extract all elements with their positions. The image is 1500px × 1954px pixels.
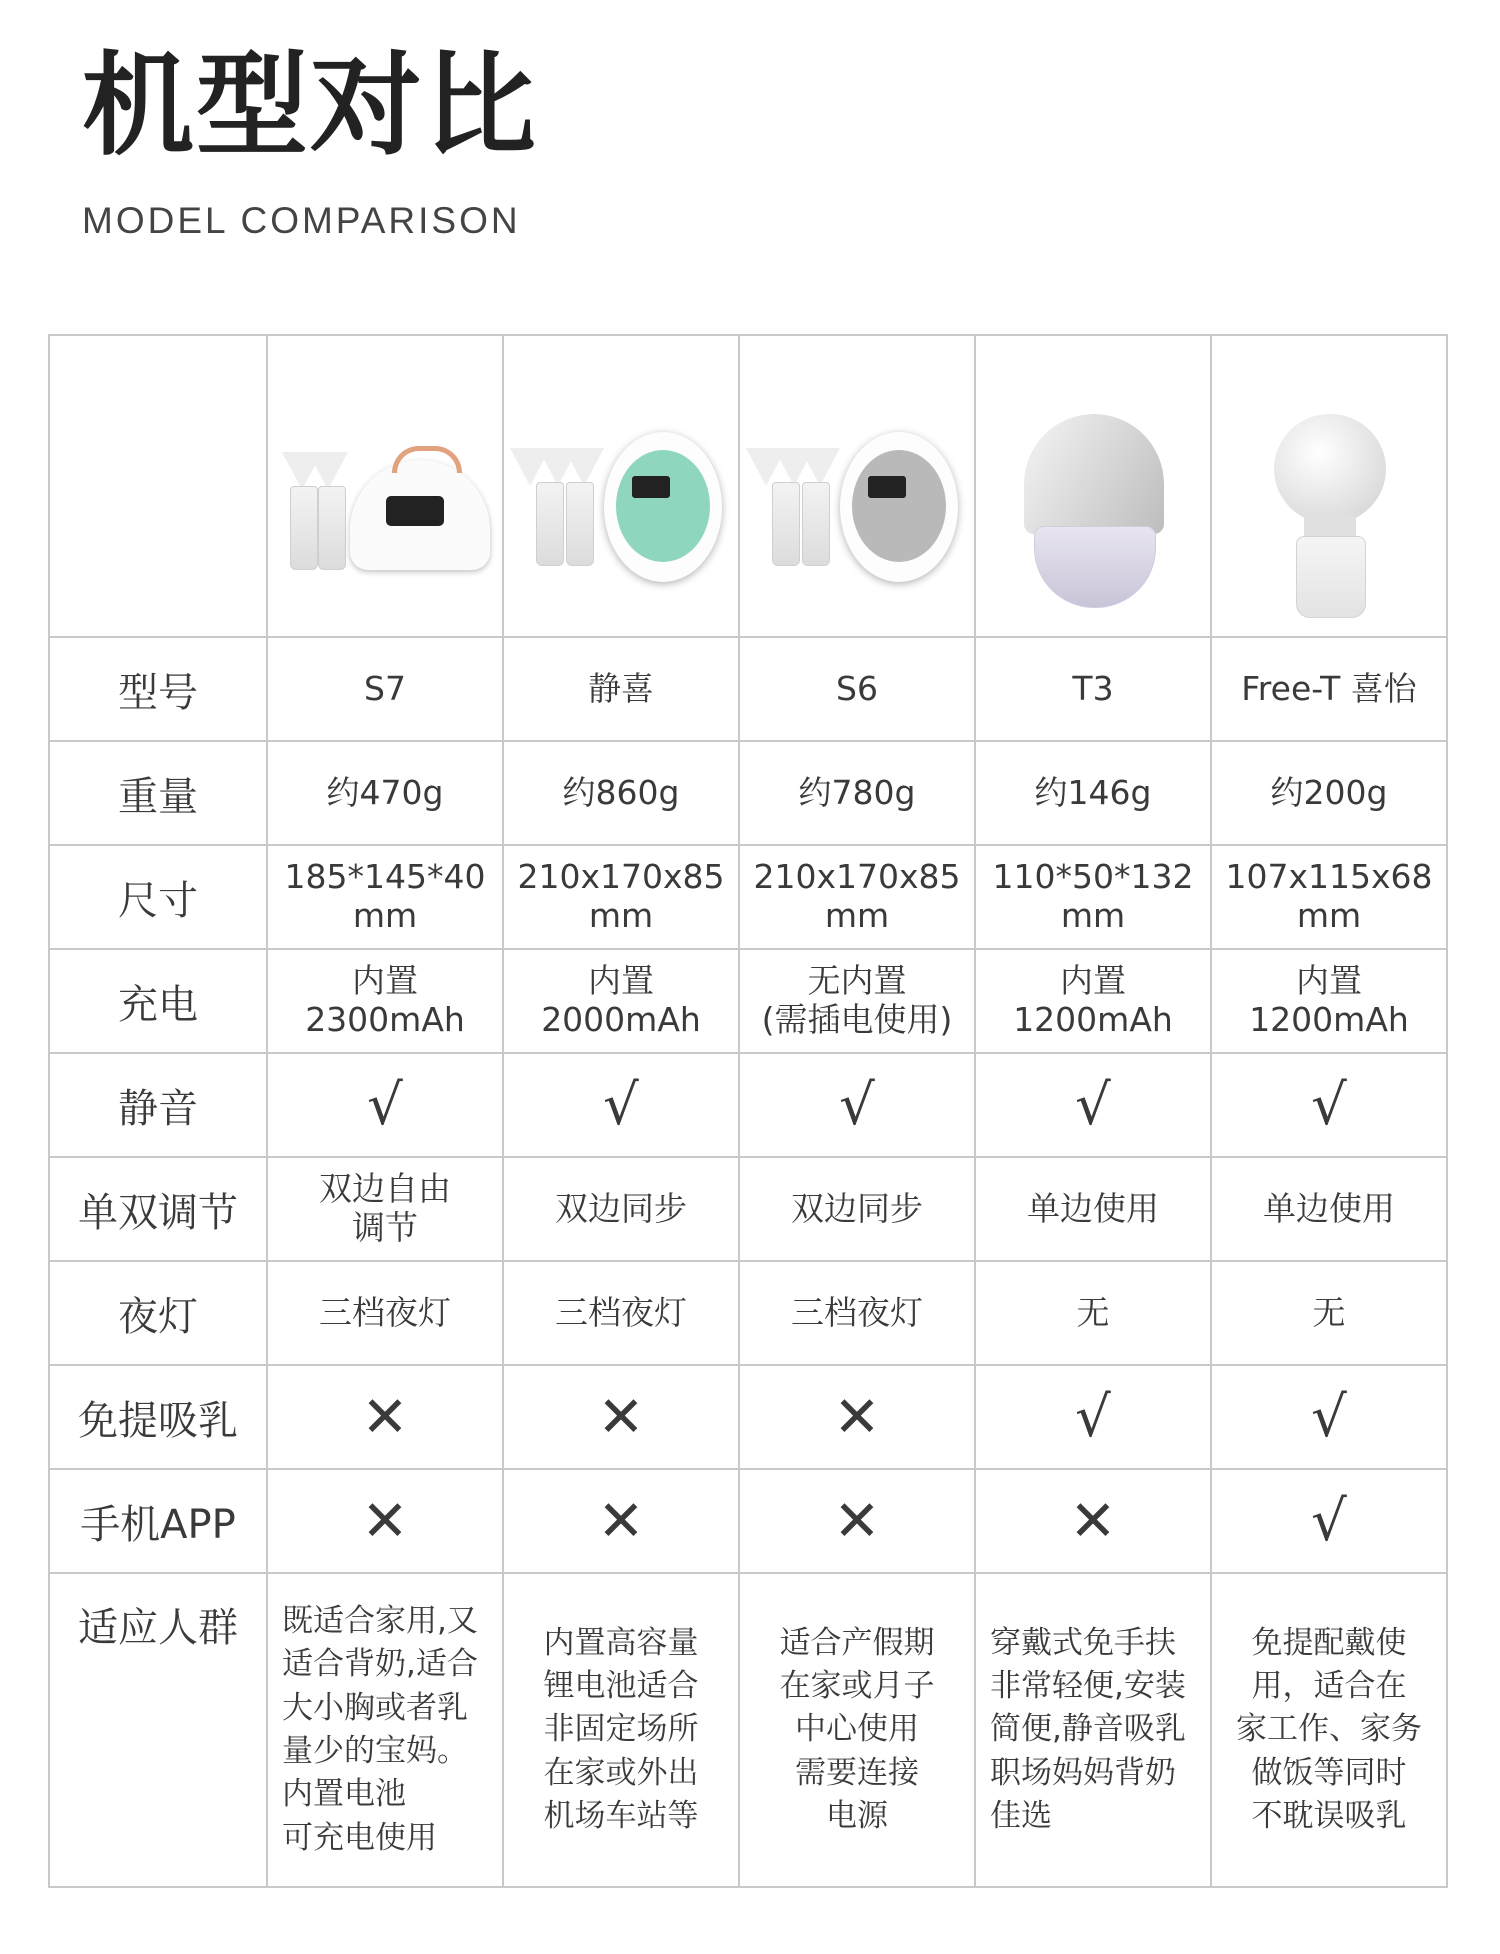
check-icon: √ [1211,1365,1447,1469]
row-label-silent: 静音 [49,1053,267,1157]
check-icon: √ [975,1365,1211,1469]
adjust-cell: 双边同步 [739,1157,975,1261]
adjust-cell: 单边使用 [975,1157,1211,1261]
size-cell: 185*145*40 mm [284,857,486,935]
app-row [49,1469,1447,1573]
model-cell: 静喜 [503,637,739,741]
handsfree-row [49,1365,1447,1469]
weight-cell: 约200g [1211,741,1447,845]
model-cell: T3 [975,637,1211,741]
product-image-cell [503,335,739,637]
weight-cell: 约780g [739,741,975,845]
check-icon: √ [1211,1469,1447,1573]
adjust-cell: 单边使用 [1211,1157,1447,1261]
audience-row [49,1573,1447,1887]
charge-cell: 内置 2000mAh [541,961,701,1039]
row-label-adjust: 单双调节 [49,1157,267,1261]
audience-cell: 穿戴式免手扶 非常轻便,安装 简便,静音吸乳 职场妈妈背奶 佳选 [990,1624,1186,1835]
size-cell: 210x170x85 mm [753,857,961,935]
free-t-wearable-pump-image [1212,336,1448,636]
product-image-cell [739,335,975,637]
charge-row [49,949,1447,1053]
row-label-model: 型号 [49,637,267,741]
row-label-audience: 适应人群 [49,1573,267,1887]
cross-icon: ✕ [503,1469,739,1573]
cross-icon: ✕ [267,1469,503,1573]
nightlight-row [49,1261,1447,1365]
nightlight-cell: 无 [975,1261,1211,1365]
nightlight-cell: 三档夜灯 [739,1261,975,1365]
charge-cell: 内置 2300mAh [305,961,465,1039]
model-row [49,637,1447,741]
nightlight-cell: 三档夜灯 [267,1261,503,1365]
s7-breast-pump-image [268,336,504,636]
size-row [49,845,1447,949]
cross-icon: ✕ [503,1365,739,1469]
weight-cell: 约146g [975,741,1211,845]
row-label-nightlight: 夜灯 [49,1261,267,1365]
model-cell: Free-T 喜怡 [1211,637,1447,741]
check-icon: √ [503,1053,739,1157]
t3-wearable-pump-image [976,336,1212,636]
row-label-handsfree: 免提吸乳 [49,1365,267,1469]
charge-cell: 内置 1200mAh [1013,961,1173,1039]
page-subtitle: MODEL COMPARISON [82,200,521,241]
cross-icon: ✕ [739,1365,975,1469]
row-label-weight: 重量 [49,741,267,845]
row-label-size: 尺寸 [49,845,267,949]
comparison-table [48,334,1448,1888]
product-image-cell [1211,335,1447,637]
empty-corner-cell [49,335,267,637]
charge-cell: 无内置 (需插电使用) [761,961,953,1039]
adjust-cell: 双边同步 [503,1157,739,1261]
check-icon: √ [267,1053,503,1157]
adjust-row [49,1157,1447,1261]
check-icon: √ [1211,1053,1447,1157]
cross-icon: ✕ [267,1365,503,1469]
cross-icon: ✕ [975,1469,1211,1573]
nightlight-cell: 无 [1211,1261,1447,1365]
size-cell: 110*50*132 mm [992,857,1194,935]
s6-breast-pump-image [740,336,976,636]
check-icon: √ [975,1053,1211,1157]
product-image-cell [975,335,1211,637]
row-label-app: 手机APP [49,1469,267,1573]
size-cell: 107x115x68 mm [1225,857,1433,935]
audience-cell: 内置高容量 锂电池适合 非固定场所 在家或外出 机场车站等 [543,1624,699,1835]
product-image-cell [267,335,503,637]
silent-row [49,1053,1447,1157]
adjust-cell: 双边自由 调节 [319,1169,451,1247]
model-cell: S6 [739,637,975,741]
audience-cell: 既适合家用,又 适合背奶,适合 大小胸或者乳 量少的宝妈。 内置电池 可充电使用 [282,1602,478,1856]
row-label-charge: 充电 [49,949,267,1053]
check-icon: √ [739,1053,975,1157]
cross-icon: ✕ [739,1469,975,1573]
nightlight-cell: 三档夜灯 [503,1261,739,1365]
audience-cell: 适合产假期 在家或月子 中心使用 需要连接 电源 [779,1624,935,1835]
charge-cell: 内置 1200mAh [1249,961,1409,1039]
size-cell: 210x170x85 mm [517,857,725,935]
model-cell: S7 [267,637,503,741]
jingxi-breast-pump-image [504,336,740,636]
audience-cell: 免提配戴使 用，适合在 家工作、家务 做饭等同时 不耽误吸乳 [1236,1624,1422,1835]
weight-cell: 约860g [503,741,739,845]
weight-row [49,741,1447,845]
product-image-row [49,335,1447,637]
weight-cell: 约470g [267,741,503,845]
page-title: 机型对比 [82,41,538,171]
